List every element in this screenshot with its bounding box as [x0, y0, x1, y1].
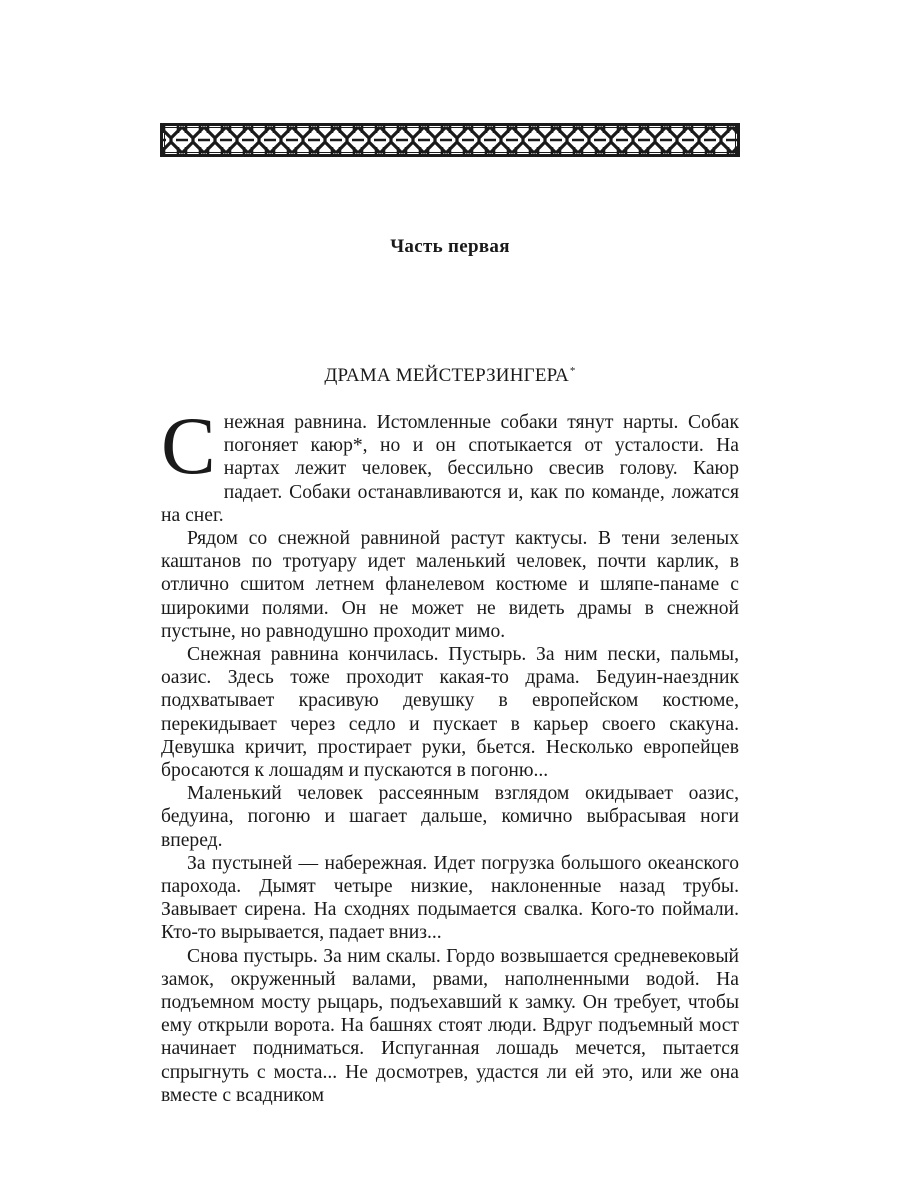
footnote-mark: *	[569, 365, 576, 377]
paragraph-4: Маленький человек рассеянным взглядом окидывает оазис, бедуина, погоню и шагает дальше, комично выбрасывая ноги вперед.	[161, 783, 739, 851]
chapter-title-text: ДРАМА МЕЙСТЕРЗИНГЕРА	[324, 365, 569, 386]
chapter-title	[0, 365, 900, 387]
drop-cap: С	[161, 400, 216, 491]
paragraph-5: За пустыней — набережная. Идет погрузка большого океанского парохода. Дымят четыре низкие, наклоненные назад трубы. Завывает сирена. На сходнях подымается свалка. Кого-то поймали. Кто-то вырывается, падает вниз...	[161, 852, 739, 944]
paragraph-6: Снова пустырь. За ним скалы. Гордо возвышается средневековый замок, окруженный валами, рвами, наполненными водой. На подъемном мосту рыцарь, подъехавший к замку. Он требует, чтобы ему открыли ворота. На башнях стоят люди. Вдруг подъемный мост начинает подниматься. Испуганная лошадь мечется, пытается спрыгнуть с моста... Не досмотрев, удастся ли ей это, или же она вместе с всадником	[161, 945, 739, 1106]
paragraph-2: Рядом со снежной равниной растут кактусы. В тени зеленых каштанов по тротуару идет маленький человек, почти карлик, в отлично сшитом летнем фланелевом костюме и шляпе-панаме с широкими полями. Он не может не видеть драмы в снежной пустыне, но равнодушно проходит мимо.	[161, 528, 739, 642]
paragraph-1-text: нежная равнина. Истомленные собаки тянут нарты. Собак погоняет каюр*, но и он спотыкается от усталости. На нартах лежит человек, бессильно свесив голову. Каюр падает. Собаки останавливаются и, как по команде, ложатся на снег.	[161, 412, 739, 526]
main-text	[161, 400, 739, 1107]
paragraph-1	[161, 400, 739, 527]
celtic-knot-border-icon	[160, 123, 740, 157]
part-title: Часть первая	[390, 236, 510, 257]
paragraph-3: Снежная равнина кончилась. Пустырь. За ним пески, пальмы, оазис. Здесь тоже проходит какая-то драма. Бедуин-наездник подхватывает красивую девушку в европейском костюме, перекидывает через седло и пускает в карьер своего скакуна. Девушка кричит, простирает руки, бьется. Несколько европейцев бросаются к лошадям и пускаются в погоню...	[161, 644, 739, 782]
